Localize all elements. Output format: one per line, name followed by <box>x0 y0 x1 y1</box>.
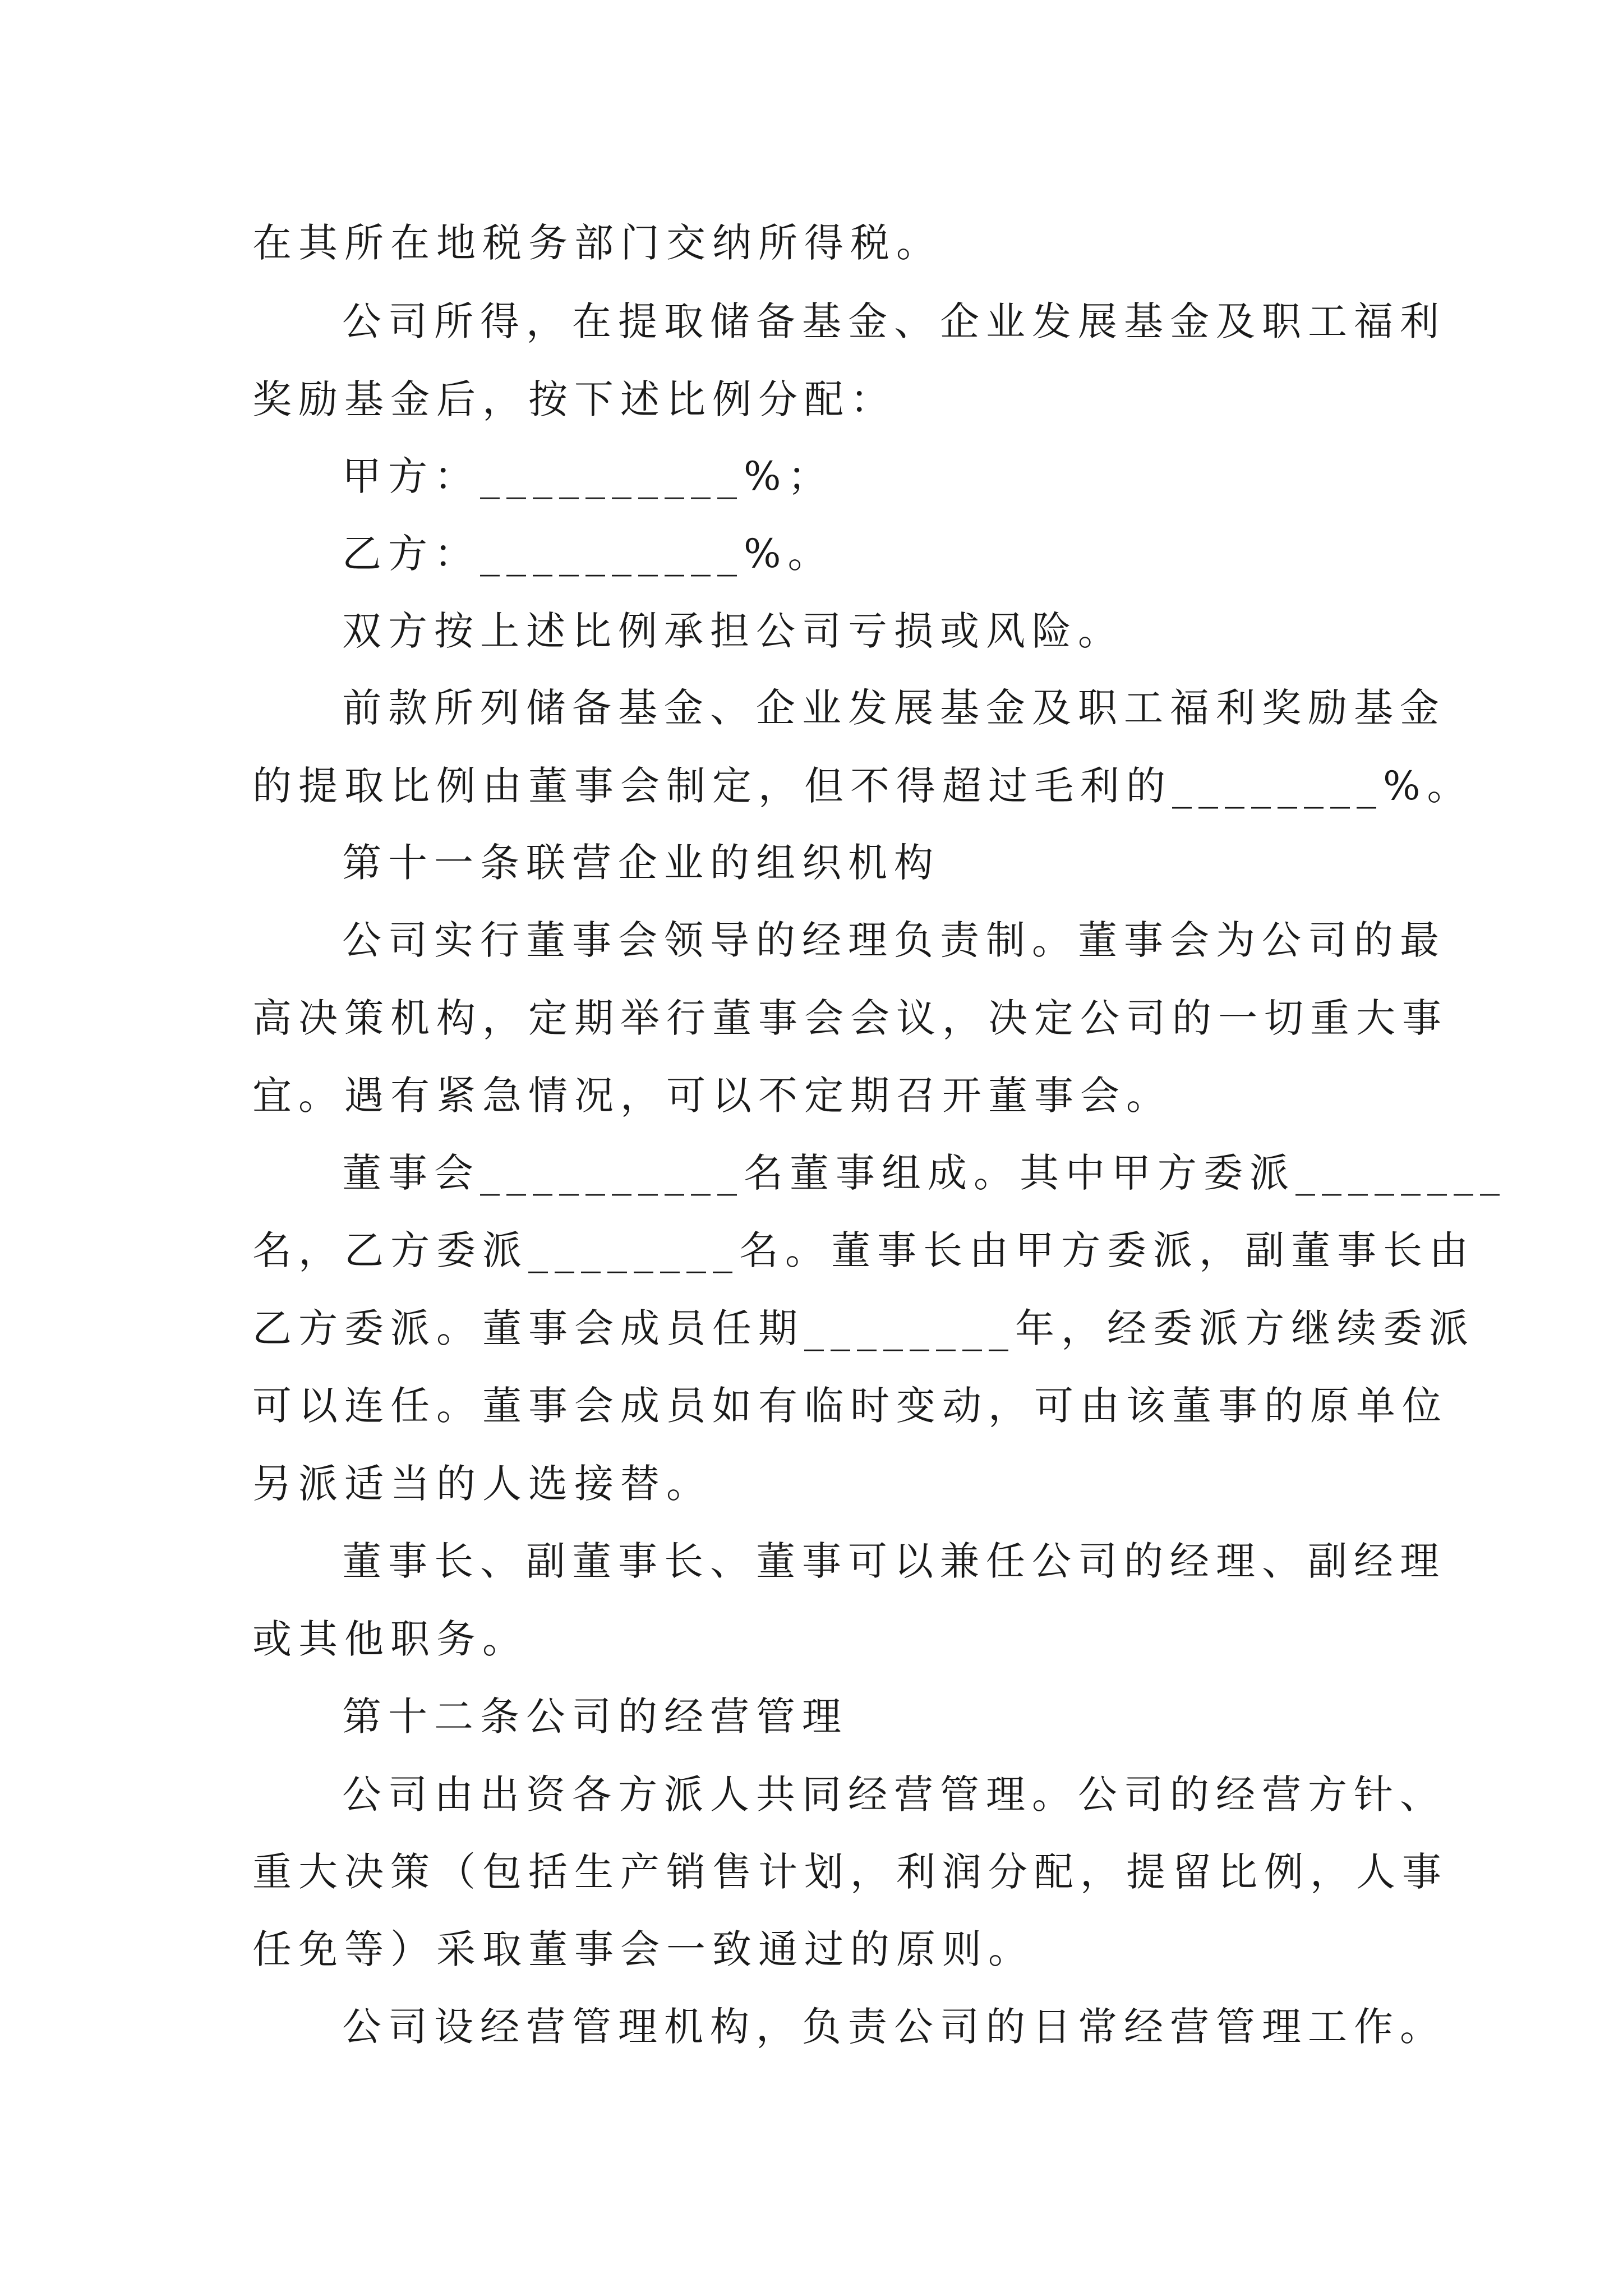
body-text-line: 董事长、副董事长、董事可以兼任公司的经理、副经理 <box>342 1538 1446 1584</box>
article-heading-12: 第十二条公司的经营管理 <box>342 1694 848 1740</box>
body-text-line: 奖励基金后，按下述比例分配： <box>252 376 896 422</box>
body-text-line: 名，乙方委派________名。董事长由甲方委派，副董事长由 <box>252 1227 1475 1273</box>
body-text-line: 双方按上述比例承担公司亏损或风险。 <box>342 608 1124 654</box>
body-text-line: 前款所列储备基金、企业发展基金及职工福利奖励基金 <box>342 685 1446 731</box>
blank-field-party-b: 乙方：__________%。 <box>342 531 834 577</box>
body-text-line: 宜。遇有紧急情况，可以不定期召开董事会。 <box>252 1073 1172 1119</box>
body-text-line: 另派适当的人选接替。 <box>252 1461 712 1507</box>
blank-field-party-a: 甲方：__________%； <box>342 453 834 499</box>
body-text-line: 公司设经营管理机构，负责公司的日常经营管理工作。 <box>342 2004 1446 2050</box>
body-text-line: 董事会__________名董事组成。其中甲方委派________ <box>342 1150 1506 1196</box>
body-text-line: 公司由出资各方派人共同经营管理。公司的经营方针、 <box>342 1772 1446 1818</box>
body-text-line: 公司实行董事会领导的经理负责制。董事会为公司的最 <box>342 917 1446 963</box>
body-text-line: 可以连任。董事会成员如有临时变动，可由该董事的原单位 <box>252 1383 1448 1429</box>
body-text-line: 在其所在地税务部门交纳所得税。 <box>252 220 942 266</box>
body-text-line: 乙方委派。董事会成员任期________年，经委派方继续委派 <box>252 1305 1475 1351</box>
body-text-line: 或其他职务。 <box>252 1616 528 1662</box>
article-heading-11: 第十一条联营企业的组织机构 <box>342 840 940 886</box>
body-text-line: 任免等）采取董事会一致通过的原则。 <box>252 1926 1034 1972</box>
body-text-line: 公司所得，在提取储备基金、企业发展基金及职工福利 <box>342 298 1446 344</box>
body-text-line: 高决策机构，定期举行董事会会议，决定公司的一切重大事 <box>252 995 1448 1041</box>
body-text-line: 的提取比例由董事会制定，但不得超过毛利的________%。 <box>252 763 1473 809</box>
body-text-line: 重大决策（包括生产销售计划，利润分配，提留比例，人事 <box>252 1849 1448 1895</box>
